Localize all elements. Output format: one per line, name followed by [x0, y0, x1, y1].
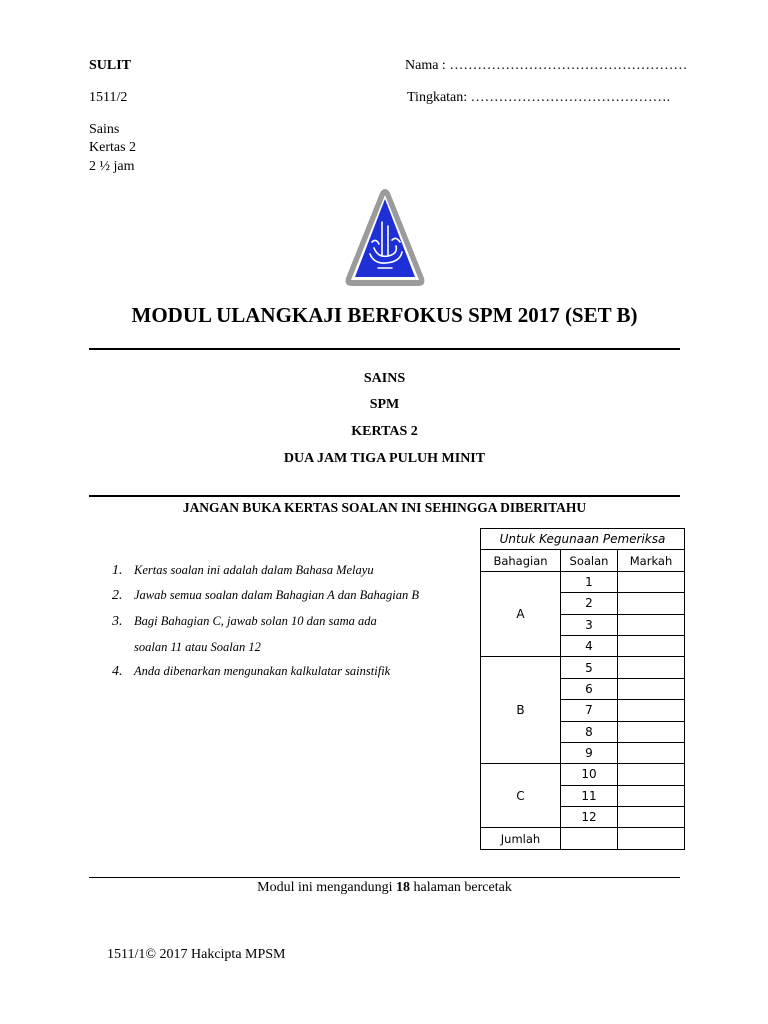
- header-section: Bahagian: [481, 550, 561, 571]
- instruction-3-text: Bagi Bahagian C, jawab solan 10 dan sama ada: [134, 614, 377, 628]
- paper-code: 1511/2: [89, 90, 128, 105]
- marks-cell: [618, 614, 685, 635]
- subtitle-paper: KERTAS 2: [351, 424, 418, 439]
- copyright-text: 1511/1© 2017 Hakcipta MPSM: [107, 947, 286, 962]
- marks-cell: [618, 721, 685, 742]
- warning-text: JANGAN BUKA KERTAS SOALAN INI SEHINGGA DIBERITAHU: [182, 500, 587, 515]
- header-marks: Markah: [618, 550, 685, 571]
- table-caption: Untuk Kegunaan Pemeriksa: [481, 529, 685, 550]
- instruction-1-number: 1.: [112, 563, 123, 578]
- table-row: [481, 657, 685, 678]
- marks-cell: [618, 700, 685, 721]
- section-b-cell: B: [481, 657, 561, 764]
- instruction-1: [112, 563, 374, 579]
- header-question: Soalan: [561, 550, 618, 571]
- divider-top: [89, 348, 680, 350]
- page-title: MODUL ULANGKAJI BERFOKUS SPM 2017 (SET B): [131, 303, 638, 327]
- marks-cell: [618, 785, 685, 806]
- divider-middle: [89, 495, 680, 497]
- question-cell: 2: [561, 593, 618, 614]
- sulit-label: SULIT: [89, 58, 132, 73]
- question-cell: 1: [561, 571, 618, 592]
- marks-cell: [618, 764, 685, 785]
- examiner-table: [480, 528, 685, 850]
- total-label: Jumlah: [481, 828, 561, 849]
- subject-label: Sains: [89, 122, 120, 137]
- question-cell: 5: [561, 657, 618, 678]
- instruction-2-text: Jawab semua soalan dalam Bahagian A dan Bahagian B: [134, 588, 419, 602]
- instruction-3-number: 3.: [112, 614, 123, 629]
- table-total-row: [481, 828, 685, 849]
- question-cell: 10: [561, 764, 618, 785]
- question-cell: 11: [561, 785, 618, 806]
- mpsm-logo-icon: [342, 186, 428, 290]
- question-cell: 12: [561, 807, 618, 828]
- table-row: [481, 571, 685, 592]
- instruction-4: [112, 664, 390, 680]
- question-cell: 4: [561, 635, 618, 656]
- marks-cell: [618, 678, 685, 699]
- page-count-number: 18: [396, 880, 410, 895]
- instruction-3-continued: soalan 11 atau Soalan 12: [134, 640, 261, 654]
- marks-cell: [618, 635, 685, 656]
- subtitle-duration: DUA JAM TIGA PULUH MINIT: [283, 451, 486, 466]
- marks-cell: [618, 742, 685, 763]
- form-field: Tingkatan: …………………………………….: [407, 90, 671, 105]
- divider-bottom: [89, 877, 680, 878]
- section-a-cell: A: [481, 571, 561, 657]
- name-field: Nama : ……………………………………………: [405, 58, 688, 73]
- paper-label: Kertas 2: [89, 140, 137, 155]
- page-count-prefix: Modul ini mengandungi: [257, 880, 396, 895]
- marks-cell: [618, 571, 685, 592]
- question-cell: 9: [561, 742, 618, 763]
- total-marks-cell: [618, 828, 685, 849]
- table-caption-row: [481, 529, 685, 550]
- marks-cell: [618, 807, 685, 828]
- page-count-suffix: halaman bercetak: [410, 880, 512, 895]
- instruction-2: [112, 588, 419, 604]
- instruction-2-number: 2.: [112, 588, 123, 603]
- section-c-cell: C: [481, 764, 561, 828]
- total-question-cell: [561, 828, 618, 849]
- duration-label: 2 ½ jam: [89, 159, 135, 174]
- question-cell: 6: [561, 678, 618, 699]
- question-cell: 7: [561, 700, 618, 721]
- subtitle-level: SPM: [369, 397, 400, 412]
- instruction-3: [112, 614, 377, 630]
- marks-cell: [618, 657, 685, 678]
- instruction-4-text: Anda dibenarkan mengunakan kalkulatar sainstifik: [134, 664, 391, 678]
- table-header-row: [481, 550, 685, 571]
- question-cell: 8: [561, 721, 618, 742]
- page-count-note: [89, 880, 680, 896]
- table-row: [481, 764, 685, 785]
- instruction-1-text: Kertas soalan ini adalah dalam Bahasa Melayu: [134, 563, 374, 577]
- question-cell: 3: [561, 614, 618, 635]
- marks-cell: [618, 593, 685, 614]
- instruction-4-number: 4.: [112, 664, 123, 679]
- subtitle-subject: SAINS: [363, 371, 406, 386]
